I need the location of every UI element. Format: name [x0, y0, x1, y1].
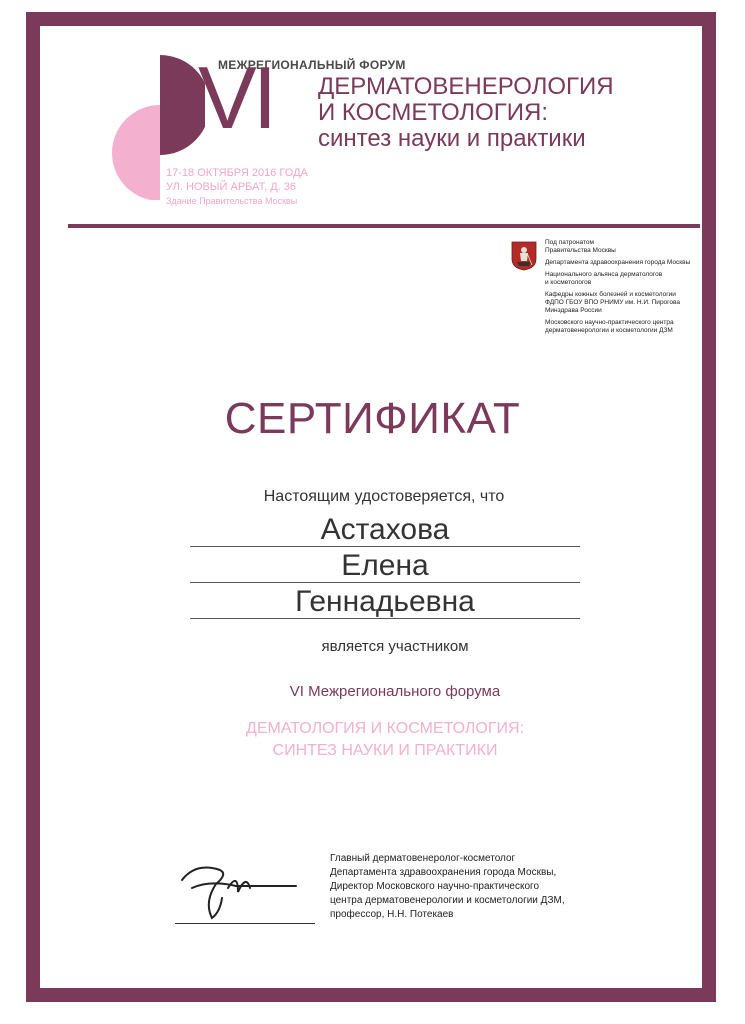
patronage-item — [545, 319, 710, 335]
forum-address: УЛ. НОВЫЙ АРБАТ, Д. 36 — [166, 181, 297, 193]
patronage-line: Под патронатом — [545, 239, 594, 246]
forum-title-line: И КОСМЕТОЛОГИЯ: — [318, 99, 549, 126]
forum-name-line: СИНТЕЗ НАУКИ И ПРАКТИКИ — [272, 742, 498, 759]
patronage-line: Правительства Москвы — [545, 247, 616, 254]
forum-kicker: МЕЖРЕГИОНАЛЬНЫЙ ФОРУМ — [218, 58, 406, 72]
recipient-middle-name: Геннадьевна — [190, 586, 580, 619]
certificate-lead: Настоящим удостоверяется, что — [263, 488, 505, 505]
signature-icon — [176, 858, 306, 923]
forum-title-line: синтез науки и практики — [318, 125, 586, 152]
forum-name — [0, 718, 745, 762]
forum-reference: VI Межрегионального форума — [289, 683, 501, 700]
patronage-line: дерматовенерологии и косметологии ДЗМ — [545, 327, 673, 334]
forum-title — [318, 74, 614, 152]
signer-line: Департамента здравоохранения города Москвы, — [330, 867, 557, 878]
forum-title-line: ДЕРМАТОВЕНЕРОЛОГИЯ — [318, 73, 614, 100]
signer-line: Главный дерматовенеролог-косметолог — [330, 853, 516, 864]
signer-line: центра дерматовенерологии и косметологии ДЗМ, — [330, 895, 565, 906]
patronage-line: Департамента здравоохранения города Москвы — [545, 259, 691, 266]
patronage-line: ФДПО ГБОУ ВПО РНИМУ им. Н.И. Пирогова — [545, 299, 681, 306]
signer-block — [330, 852, 690, 922]
signer-line: Директор Московского научно-практического — [330, 881, 540, 892]
forum-dates-block — [166, 166, 308, 208]
patronage-line: и косметологов — [545, 279, 592, 286]
signer-line: профессор, Н.Н. Потекаев — [330, 909, 454, 920]
recipient-last-name: Астахова — [190, 514, 580, 547]
patronage-item — [545, 271, 710, 287]
forum-name-line: ДЕМАТОЛОГИЯ И КОСМЕТОЛОГИЯ: — [245, 720, 525, 737]
forum-venue: Здание Правительства Москвы — [166, 196, 298, 206]
signature-line — [175, 923, 315, 924]
moscow-coat-of-arms-icon — [511, 241, 537, 271]
patronage-item — [545, 291, 710, 315]
forum-roman-number: VI — [198, 48, 274, 147]
patronage-list — [545, 239, 710, 339]
patronage-line: Минздрава России — [545, 307, 602, 314]
forum-dates: 17-18 ОКТЯБРЯ 2016 ГОДА — [166, 167, 308, 179]
patronage-item — [545, 259, 710, 267]
recipient-first-name: Елена — [190, 550, 580, 583]
certificate-title: СЕРТИФИКАТ — [224, 394, 521, 443]
patronage-item — [545, 239, 710, 255]
patronage-line: Кафедры кожных болезней и косметологии — [545, 291, 676, 298]
participant-text: является участником — [321, 638, 469, 655]
patronage-line: Национального альянса дерматологов — [545, 271, 663, 278]
header-divider — [68, 224, 700, 228]
patronage-line: Московского научно-практического центра — [545, 319, 674, 326]
